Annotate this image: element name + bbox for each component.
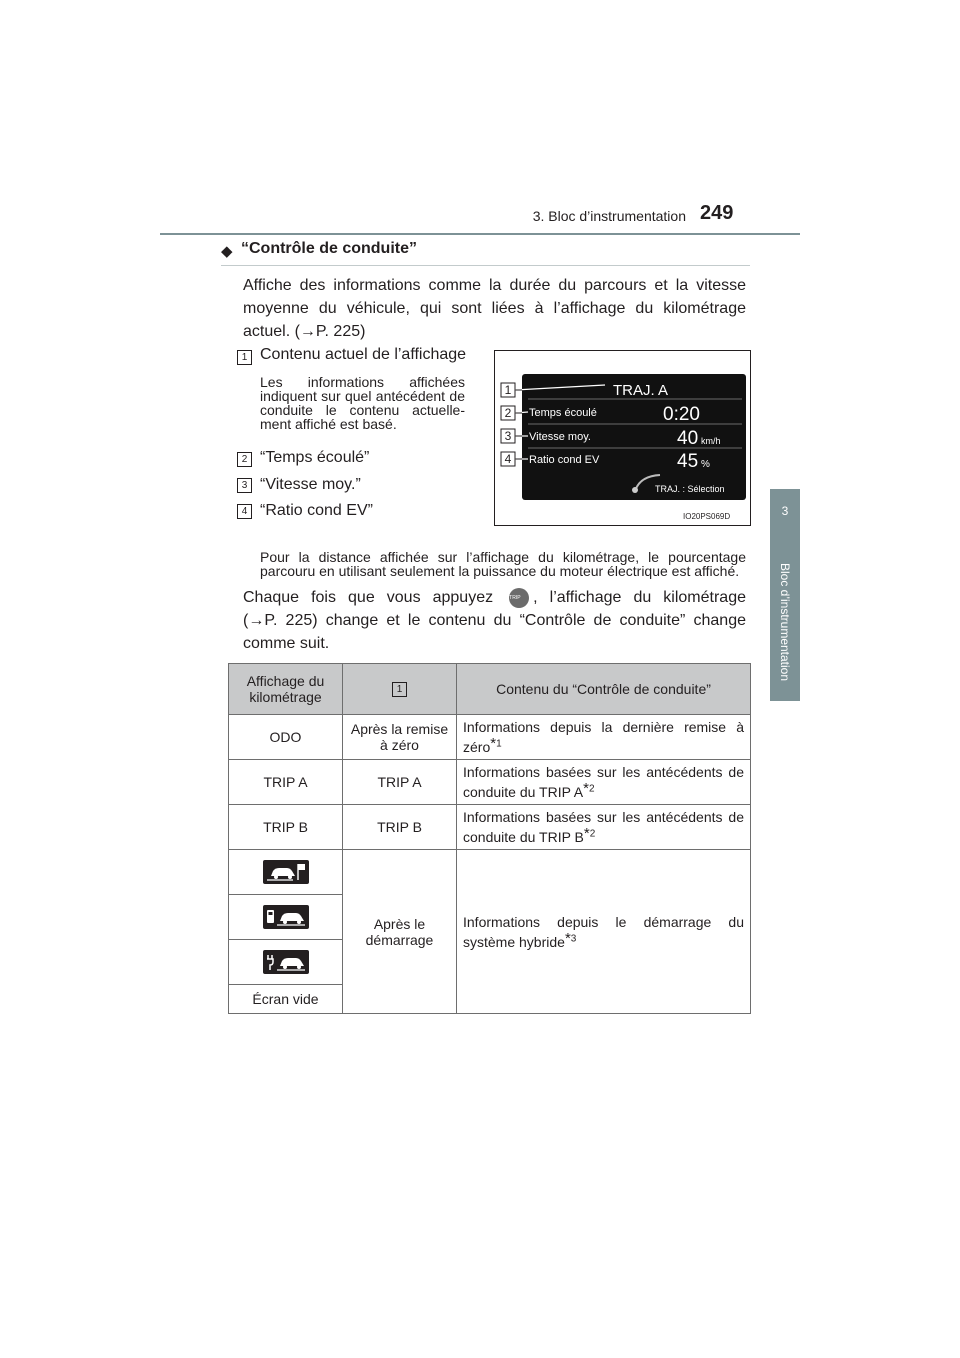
trip-line-2: (→P. 225) change et le contenu du “Contrôle de conduite” change	[243, 612, 746, 629]
diamond-icon: ◆	[221, 243, 233, 260]
footnote-ref: 1	[496, 738, 502, 750]
footnote-ref: 3	[570, 932, 577, 944]
screen-row-2-value: 40	[677, 428, 699, 449]
intro-line-1: Affiche des informations comme la durée du parcours et la vitesse	[243, 277, 746, 294]
cell-odometer: TRIP B	[229, 805, 343, 850]
intro-line-3: actuel. (→P. 225)	[243, 323, 366, 340]
trip-paragraph	[243, 586, 746, 655]
cell-content: Informations depuis la dernière remise à zéro*$^1$	[457, 715, 751, 760]
running-header: 3. Bloc d’instrumentation	[532, 208, 686, 224]
cell-odometer: Écran vide	[229, 985, 343, 1014]
trip-line-3: comme suit.	[243, 635, 330, 652]
cell-current: TRIP A	[343, 760, 457, 805]
item-1-label: Contenu actuel de l’affichage	[260, 346, 467, 363]
table-row	[229, 805, 751, 850]
chapter-number: 3	[781, 504, 789, 518]
chapter-label: Bloc d’instrumentation	[778, 562, 792, 682]
header-odometer: Affichage du kilométrage	[229, 664, 343, 715]
cell-content: Informations basées sur les antécédents de conduite du TRIP B*$^2$	[457, 805, 751, 850]
screen-row-1-value: 0:20	[663, 404, 700, 425]
header-rule	[160, 233, 800, 235]
selector-dot-icon	[632, 487, 638, 493]
intro-paragraph	[243, 274, 746, 343]
header-badge-1: 1	[392, 682, 407, 697]
trip-text-b: , l’affichage du kilométrage	[533, 589, 746, 606]
header-drive-monitor: Contenu du “Contrôle de conduite”	[457, 664, 751, 715]
item-badge-3: 3	[237, 478, 252, 493]
drive-monitor-table	[228, 663, 751, 1014]
plug-car-icon	[263, 950, 309, 974]
table-header-row	[229, 664, 751, 715]
cell-odometer-icon	[229, 850, 343, 895]
cell-odometer: TRIP A	[229, 760, 343, 805]
callout-1-num: 1	[504, 383, 512, 397]
cell-content: Informations basées sur les antécédents de conduite du TRIP A*$^2$	[457, 760, 751, 805]
cell-odometer: ODO	[229, 715, 343, 760]
header-current-content	[343, 664, 457, 715]
trip-button-icon: TRIP	[509, 588, 529, 608]
intro-line-2: moyenne du véhicule, qui sont liées à l’affichage du kilométrage	[243, 300, 746, 317]
item-4-label: “Ratio cond EV”	[260, 502, 373, 519]
display-svg	[495, 351, 750, 525]
item-badge-2: 2	[237, 452, 252, 467]
note-current-display: Les informations affichées indiquent sur quel antécédent de conduite le contenu actuelle-ment affiché est basé.	[260, 374, 465, 432]
callout-4-num: 4	[504, 452, 512, 466]
page-number: 249	[700, 202, 734, 224]
screen-row-2-unit: km/h	[701, 436, 721, 446]
footnote-ref: 2	[589, 828, 596, 840]
display-screenshot	[494, 350, 751, 526]
screen-row-3-label: Ratio cond EV	[529, 454, 600, 466]
cell-odometer-icon	[229, 940, 343, 985]
screen-row-3-value: 45	[677, 451, 699, 472]
note-ev-ratio: Pour la distance affichée sur l’affichage du kilométrage, le pourcentage parcouru en utilisant seulement la puissance du moteur électrique est affiché.	[260, 549, 746, 579]
car-flag-icon	[263, 860, 309, 884]
table-row	[229, 715, 751, 760]
trip-line-1	[243, 586, 746, 609]
section-title: “Contrôle de conduite”	[241, 240, 417, 257]
image-code: IO20PS069D	[683, 512, 731, 521]
screen-title: TRAJ. A	[613, 382, 669, 399]
footnote-ref: 2	[588, 783, 595, 795]
item-badge-1: 1	[237, 350, 252, 365]
item-2-label: “Temps écoulé”	[260, 449, 370, 466]
item-3-label: “Vitesse moy.”	[260, 476, 361, 493]
cell-current: TRIP B	[343, 805, 457, 850]
cell-current-group: Après le démarrage	[343, 850, 457, 1014]
item-badge-4: 4	[237, 504, 252, 519]
table-row	[229, 850, 751, 895]
table-row	[229, 760, 751, 805]
section-rule	[221, 265, 750, 266]
trip-text-a: Chaque fois que vous appuyez	[243, 589, 494, 606]
screen-row-3-unit: %	[701, 459, 710, 470]
screen-row-2-label: Vitesse moy.	[529, 431, 591, 443]
screen-row-1-label: Temps écoulé	[529, 407, 597, 419]
callout-3-num: 3	[504, 429, 512, 443]
fuel-car-icon	[263, 905, 309, 929]
callout-2-num: 2	[504, 406, 512, 420]
cell-content-group: Informations depuis le démarrage du système hybride*$^3$	[457, 850, 751, 1014]
cell-odometer-icon	[229, 895, 343, 940]
screen-footer: TRAJ. : Sélection	[655, 484, 725, 494]
cell-current: Après la remise à zéro	[343, 715, 457, 760]
